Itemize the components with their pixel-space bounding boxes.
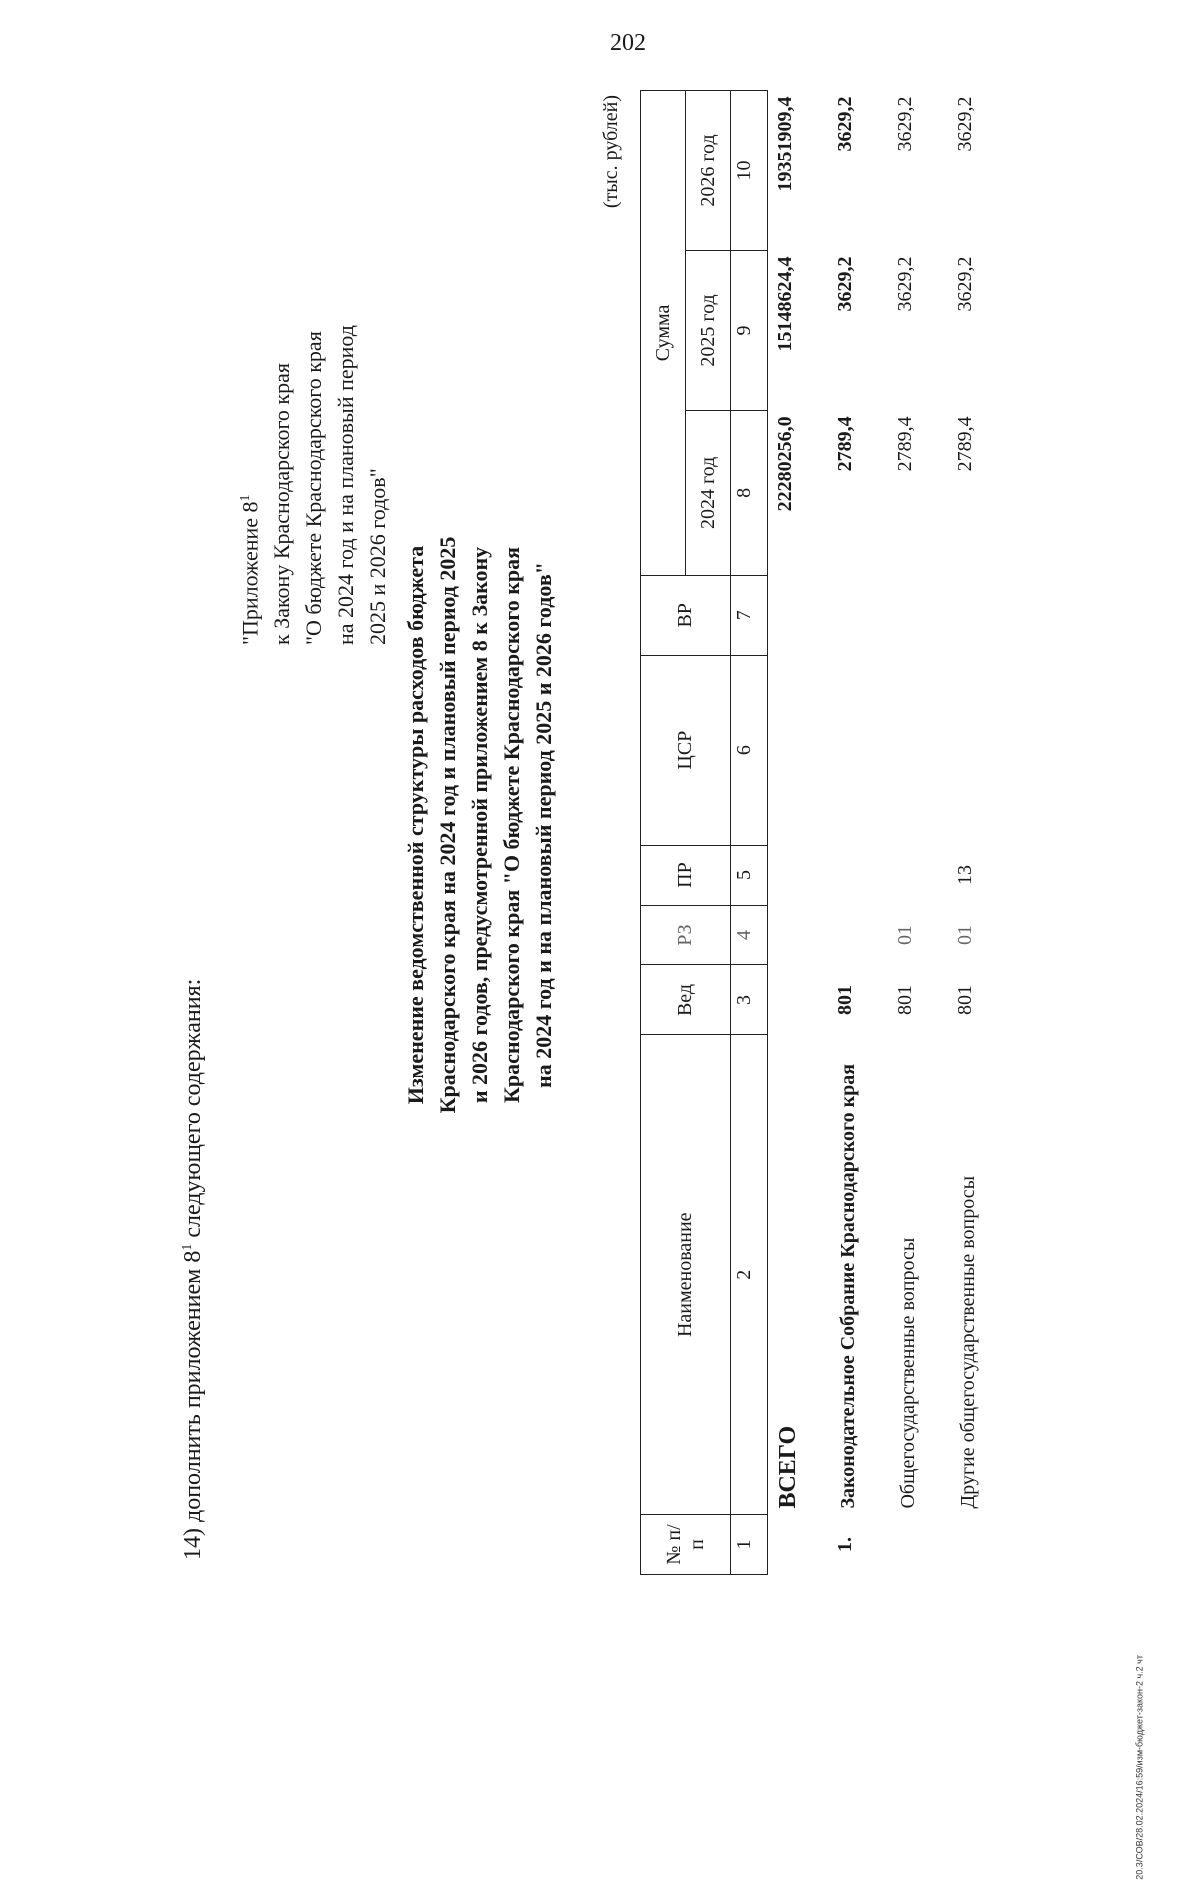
col-2025: 2025 год (686, 251, 731, 411)
row-ved: 801 (954, 984, 976, 1015)
col-sum: Сумма (641, 91, 686, 576)
total-label: ВСЕГО (775, 1425, 801, 1509)
index-cell: 7 (731, 575, 768, 655)
row-2026: 3629,2 (834, 96, 856, 152)
row-pr (888, 845, 928, 905)
index-cell: 8 (731, 410, 768, 575)
total-2024: 22280256,0 (774, 416, 796, 512)
row-2024: 2789,4 (954, 416, 976, 472)
col-ved: Вед (641, 965, 731, 1035)
index-cell: 6 (731, 655, 768, 845)
document-heading: Изменение ведомственной структуры расходов бюджета Краснодарского края на 2024 год и плановый период 2025 и 2026 годов, предусмотренной приложением 8 к Закону Краснодарского края "О бюджете Краснодарского края на 2024 год и на плановый период 2025 и 2026 годов" (403, 536, 556, 1114)
page-number: 202 (610, 30, 646, 56)
row-2025: 3629,2 (834, 256, 856, 312)
total-2025: 15148624,4 (774, 256, 796, 352)
row-name: Другие общегосударственные вопросы (957, 1175, 979, 1509)
index-row (731, 91, 768, 1575)
row-pr: 13 (954, 865, 976, 886)
row-pr (828, 845, 868, 905)
row-num (888, 1515, 928, 1575)
col-2026: 2026 год (686, 91, 731, 251)
row-2026: 3629,2 (894, 96, 916, 152)
row-rz: 01 (894, 925, 916, 946)
appendix-header: "Приложение $8^1$ к Закону Краснодарского края "О бюджете Краснодарского края на 2024 год и на плановый период 2025 и 2026 годов" (237, 325, 391, 645)
row-2025: 3629,2 (954, 256, 976, 312)
index-cell: 1 (731, 1515, 768, 1575)
col-pr: ПР (641, 845, 731, 905)
row-rz: 01 (954, 925, 976, 946)
row-name: Законодательное Собрание Краснодарского края (837, 1063, 859, 1509)
row-2024: 2789,4 (834, 416, 856, 472)
index-cell: 5 (731, 845, 768, 905)
index-cell: 3 (731, 965, 768, 1035)
document-footer: 20.3/СОВ/28.02.2024/16:59/изм-бюджет-закон-2 ч.2 чт (1135, 1655, 1145, 1880)
index-cell: 10 (731, 91, 768, 251)
budget-table (640, 90, 988, 1575)
index-cell: 9 (731, 251, 768, 411)
index-cell: 2 (731, 1035, 768, 1515)
units-label: (тыс. рублей) (600, 95, 622, 209)
total-2026: 19351909,4 (774, 96, 796, 192)
row-num (948, 1515, 988, 1575)
header-row (641, 91, 686, 1575)
total-row (768, 91, 809, 1575)
table-row (828, 91, 868, 1575)
row-2025: 3629,2 (894, 256, 916, 312)
col-csr: ЦСР (641, 655, 731, 845)
table-row (888, 91, 928, 1575)
row-ved: 801 (834, 984, 856, 1015)
row-name: Общегосударственные вопросы (897, 1237, 919, 1509)
table-row (948, 91, 988, 1575)
row-rz (828, 905, 868, 965)
row-2024: 2789,4 (894, 416, 916, 472)
col-rz: РЗ (641, 905, 731, 965)
intro-text: 14) дополнить приложением $8^1$ следующего содержания: (180, 978, 206, 1560)
row-num: 1. (834, 1537, 856, 1553)
row-ved: 801 (894, 984, 916, 1015)
col-vr: ВР (641, 575, 731, 655)
index-cell: 4 (731, 905, 768, 965)
col-num: № п/п (641, 1515, 731, 1575)
col-name: Наименование (641, 1035, 731, 1515)
col-2024: 2024 год (686, 410, 731, 575)
row-2026: 3629,2 (954, 96, 976, 152)
